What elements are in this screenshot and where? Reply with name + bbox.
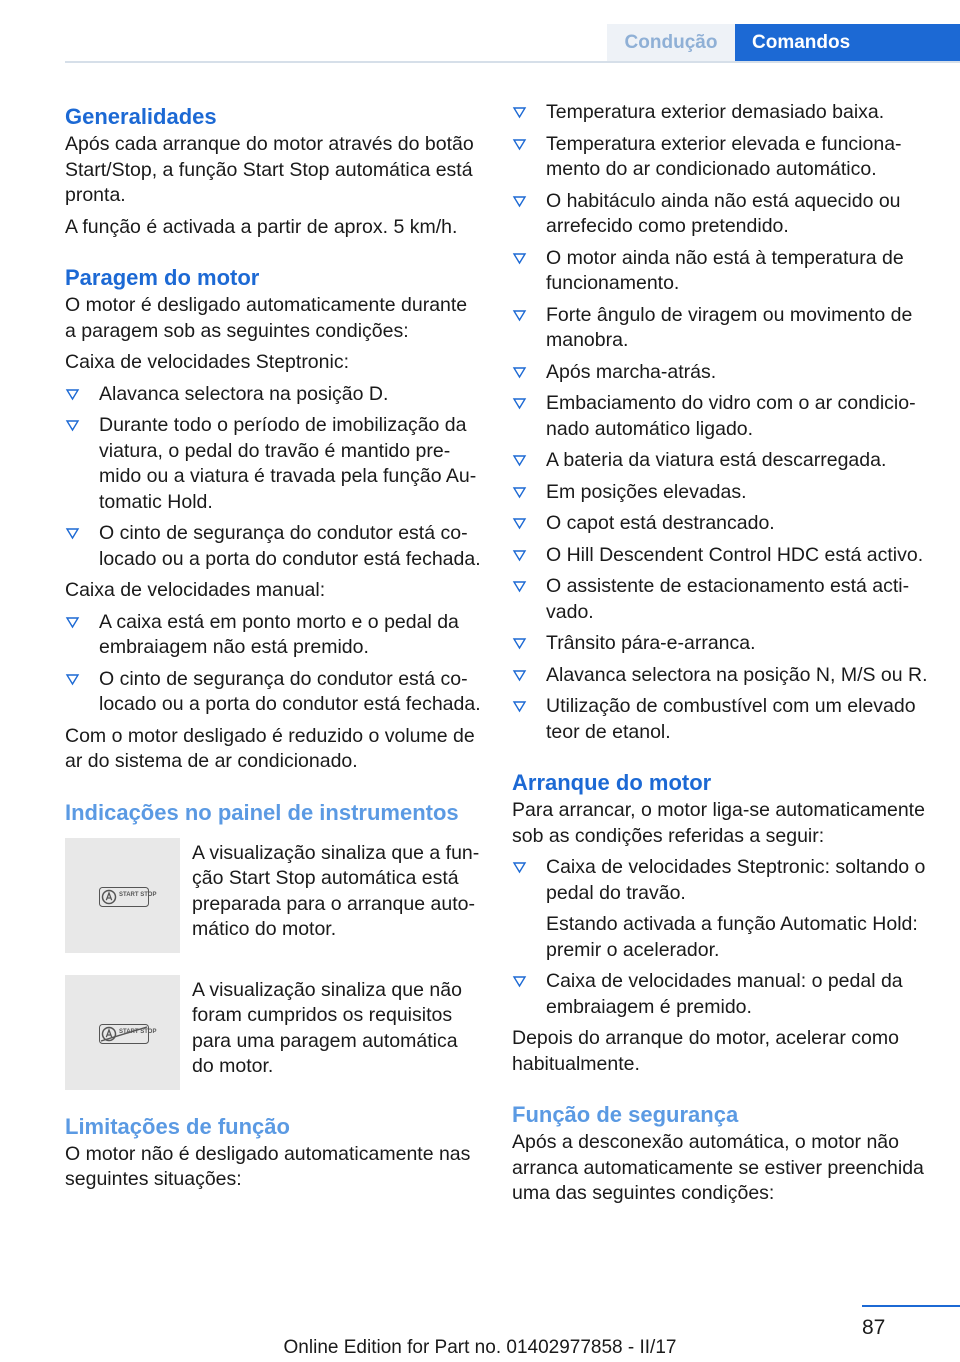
list-item-text: Após marcha-atrás. [546,360,717,383]
list-item [512,132,932,183]
heading-limitacoes: Limitações de função [65,1113,290,1139]
bullet-triangle-icon [513,246,527,271]
list-item [512,360,932,386]
list-item-text: Forte ângulo de viragem ou movimento de manobra. [546,303,913,351]
bullet-triangle-icon [513,100,527,125]
limitacoes-list [512,100,932,745]
list-item [512,511,932,537]
list-item [65,382,481,408]
manual-list [65,610,481,718]
auto-start-stop-off-icon [65,975,180,1090]
bullet-triangle-icon [513,663,527,688]
auto-start-stop-icon [65,838,180,953]
indicator-ready [65,838,481,953]
list-item [512,855,932,963]
bullet-triangle-icon [513,855,527,880]
list-item-text: A caixa está em ponto morto e o pedal da embraiagem não está premido. [99,610,459,658]
paragraph: Após a desconexão automática, o motor não arranca automaticamente se estiver preenchida uma das seguintes condições: [512,1131,924,1204]
list-item [65,413,481,515]
heading-seguranca: Função de segurança [512,1102,739,1127]
list-item-text: Temperatura exterior elevada e funcionamento do ar condicionado automático. [546,132,902,180]
list-item [512,246,932,297]
list-item-text: O habitáculo ainda não está aquecido ou arrefecido como pretendido. [546,189,901,237]
list-item-text: O cinto de segurança do condutor está colocado ou a porta do condutor está fechada. [99,667,481,715]
steptronic-list [65,382,481,573]
list-item-text: O motor ainda não está à temperatura de funcionamento. [546,246,904,294]
list-item-text: Caixa de velocidades Steptronic: soltando o pedal do travão. [546,856,926,904]
bullet-triangle-icon [513,448,527,473]
paragraph: O motor é desligado automaticamente durante a paragem sob as seguintes condições: [65,294,468,342]
paragraph: Com o motor desligado é reduzido o volume de ar do sistema de ar condicionado. [65,724,475,772]
list-item-text: O Hill Descendent Control HDC está activo. [546,543,924,566]
bullet-triangle-icon [513,132,527,157]
bullet-triangle-icon [513,511,527,536]
paragraph: Caixa de velocidades Steptronic: [65,351,349,373]
list-item [65,521,481,572]
bullet-triangle-icon [66,667,80,692]
list-item-text: Caixa de velocidades manual: o pedal da embraiagem é premido. [546,970,903,1018]
bullet-triangle-icon [513,694,527,719]
bullet-triangle-icon [513,480,527,505]
bullet-triangle-icon [513,574,527,599]
list-item [512,663,932,689]
heading-arranque: Arranque do motor [512,770,712,795]
bullet-triangle-icon [513,543,527,568]
list-item-text: A bateria da viatura está descarregada. [546,449,887,471]
list-item-text: Em posições elevadas. [546,480,747,503]
list-item [512,574,932,625]
list-item-text: Trânsito pára-e-arranca. [546,632,756,654]
list-item [512,631,932,657]
indicator-off [65,975,481,1090]
list-item [512,448,932,474]
icon-text: START STOP [119,1028,157,1035]
edition-note: Online Edition for Part no. 01402977858 - II/17 [283,1337,677,1358]
bullet-triangle-icon [66,610,80,635]
paragraph: Caixa de velocidades manual: [65,579,326,601]
list-item [512,189,932,240]
list-item [65,610,481,661]
list-item-subparagraph: Estando activada a função Automatic Hold: premir o acelerador. [546,913,918,961]
list-item [512,694,932,745]
list-item-text: Utilização de combustível com um elevado teor de etanol. [546,695,916,743]
list-item [512,391,932,442]
bullet-triangle-icon [66,413,80,438]
list-item [512,969,932,1020]
arranque-list [512,855,932,1020]
icon-text: START STOP [119,891,157,898]
paragraph: Para arrancar, o motor liga-se automaticamente sob as condições referidas a seguir: [512,799,925,847]
chapter-tab[interactable]: Comandos [735,24,960,62]
page-header [0,0,960,62]
paragraph: Depois do arranque do motor, acelerar como habitualmente. [512,1027,899,1075]
paragraph: O motor não é desligado automaticamente nas seguintes situações: [65,1142,471,1190]
right-column [512,100,932,1213]
list-item-text: O capot está destrancado. [546,512,775,534]
list-item [512,303,932,354]
page-number: 87 [862,1316,886,1339]
list-item-text: Durante todo o período de imobilização da viatura, o pedal do travão é mantido premido ou a viatura é travada pela função Automatic Hold. [99,414,477,513]
list-item [512,480,932,506]
bullet-triangle-icon [513,303,527,328]
section-tab[interactable]: Condução [607,24,735,62]
bullet-triangle-icon [66,382,80,407]
bullet-triangle-icon [513,189,527,214]
bullet-triangle-icon [513,360,527,385]
header-divider [65,61,960,63]
list-item-text: Alavanca selectora na posição N, M/S ou R. [546,663,928,686]
list-item [512,100,932,126]
list-item-text: Temperatura exterior demasiado baixa. [546,101,885,123]
indicator-ready-text: A visualização sinaliza que a função Start Stop automática está preparada para o arranque automático do motor. [192,841,480,940]
paragraph: A função é activada a partir de aprox. 5 km/h. [65,215,458,238]
heading-indicacoes: Indicações no painel de instrumentos [65,799,459,825]
bullet-triangle-icon [513,969,527,994]
list-item-text: O assistente de estacionamento está activado. [546,575,910,623]
footer-divider [862,1305,960,1307]
bullet-triangle-icon [66,521,80,546]
list-item-text: Alavanca selectora na posição D. [99,382,389,405]
heading-paragem: Paragem do motor [65,265,260,290]
list-item [65,667,481,718]
left-column [65,100,481,1199]
heading-generalidades: Generalidades [65,104,217,129]
indicator-off-text: A visualização sinaliza que não foram cumpridos os requisitos para uma paragem automática do motor. [192,978,462,1077]
paragraph: Após cada arranque do motor através do botão Start/Stop, a função Start Stop automática está pronta. [65,133,474,206]
bullet-triangle-icon [513,631,527,656]
list-item-text: Embaciamento do vidro com o ar condicionado automático ligado. [546,392,916,440]
list-item [512,543,932,569]
bullet-triangle-icon [513,391,527,416]
list-item-text: O cinto de segurança do condutor está colocado ou a porta do condutor está fechada. [99,522,481,570]
